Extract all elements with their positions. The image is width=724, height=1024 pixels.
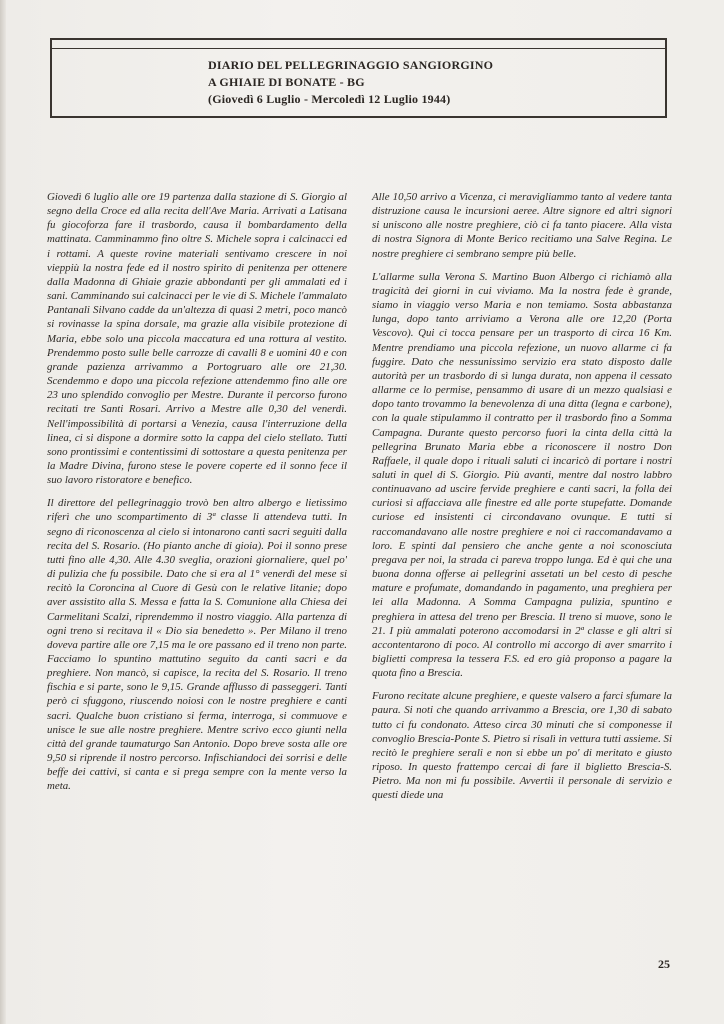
title-line-1: DIARIO DEL PELLEGRINAGGIO SANGIORGINO bbox=[208, 58, 494, 72]
header-top-rule bbox=[52, 48, 665, 49]
title-line-3: (Giovedì 6 Luglio - Mercoledì 12 Luglio 1944) bbox=[208, 92, 451, 106]
document-title-block bbox=[208, 57, 493, 108]
binding-edge bbox=[0, 0, 6, 1024]
header-frame bbox=[50, 38, 667, 118]
right-text-column bbox=[372, 190, 672, 812]
paragraph: Alle 10,50 arrivo a Vicenza, ci meravigliammo tanto al vedere tanta distruzione causa le incursioni aeree. Altre signore ed altri signori si uniscono alle nostre preghiere, ciò ci fa tanto piacere. Alla vista di nostra Signora di Monte Berico recitiamo una Salve Regina. Le nostre preghiere ci sembrano sempre più belle. bbox=[372, 191, 672, 260]
paragraph: Il direttore del pellegrinaggio trovò ben altro albergo e lietissimo riferì che uno scompartimento di 3ª classe li attendeva tutti. In segno di riconoscenza al cielo si intonarono canti sacri seguiti dalla recita del S. Rosario. (Ho pianto anche di gioia). Poi il sonno prese tutti fino alle 4,30. Alle 4.30 sveglia, orazioni giornaliere, quel po' di pulizia che fu possibile. Dato che si era al 1° venerdì del mese si recitò la Coroncina al Cuore di Gesù con le relative litanie; dopo aver assistito alla S. Messa e fatta la S. Comunione alla Chiesa dei Carmelitani Scalzi, riprendemmo il nostro viaggio. Alla partenza di ogni treno si recitava il « Dio sia benedetto ». Per Milano il treno doveva partire alle ore 7,15 ma le ore passano ed il treno non parte. Facciamo lo spuntino mattutino seguito da canti sacri e da preghiere. Non mancò, si capisce, la recita del S. Rosario. Il treno fischia e si parte, sono le 9,15. Grande afflusso di passeggeri. Tanti però ci sfuggono, riuscendo noiosi con le nostre preghiere e canti sacri. Qualche buon cristiano si ferma, interroga, si commuove e unisce le sue alle nostre preghiere. Mentre scrivo ecco giunti nella città del grande taumaturgo San Antonio. Dopo breve sosta alle ore 9,50 si riprende il nostro percorso. Infischiandoci dei sorrisi e delle beffe dei cattivi, si canta e si prega sempre con la mente verso la meta. bbox=[47, 497, 347, 793]
title-line-2: A GHIAIE DI BONATE - BG bbox=[208, 75, 365, 89]
left-text-column bbox=[47, 190, 347, 803]
paragraph: Furono recitate alcune preghiere, e queste valsero a farci sfumare la paura. Si noti che quando arrivammo a Brescia, ore 1,30 di sabato tutto ci fu condonato. Atteso circa 30 minuti che si componesse il convoglio Brescia-Ponte S. Pietro si risalì in vettura tutti assieme. Si recitò le preghiere serali e non si ebbe un po' di meritato e giusto riposo. In questo frattempo cercai di fare il biglietto Brescia-S. Pietro. Ma non mi fu possibile. Avvertii il personale di servizio e questi diede una bbox=[372, 690, 672, 802]
page-number: 25 bbox=[658, 957, 670, 971]
paragraph: Giovedì 6 luglio alle ore 19 partenza dalla stazione di S. Giorgio al segno della Croce ed alla recita dell'Ave Maria. Arrivati a Latisana fu giocoforza fare il trasbordo, causa il bombardamento della mattinata. Camminammo fino oltre S. Michele sopra i calcinacci ed i rottami. A queste rovine materiali sentivamo crescere in noi vieppiù la nostra fede ed il nostro spirito di penitenza per ottenere dalla Madonna di Ghiaie grazie abbondanti per gli ammalati ed i sani. Camminando sui calcinacci per le vie di S. Michele l'ammalato Pantanali Silvano cadde da un'altezza di quasi 2 metri, poco mancò si rovinasse la spina dorsale, ma grazie alla visibile protezione di Maria, ebbe solo una piccola maccatura ed una rottura al vestito. Prendemmo posto sulle belle carrozze di cavalli 8 e uomini 40 e con grande pazienza arrivammo a Portogruaro alle ore 21,30. Scendemmo e dopo una piccola refezione attendemmo fino alle ore 23 uno splendido convoglio per Mestre. Durante il percorso furono recitati tre Santi Rosari. Arrivo a Mestre alle 0,30 del venerdì. Nell'impossibilità di portarsi a Venezia, causa l'interruzione della linea, ci si dispone a dormire sotto la cappa del cielo stellato. Tutti sono prontissimi e contentissimi di sottostare a questa penitenza per la Madre Divina, furono stese le povere coperte ed il sonno fece il suo lavoro ristoratore e benefico. bbox=[47, 191, 347, 487]
paragraph: L'allarme sulla Verona S. Martino Buon Albergo ci richiamò alla tragicità dei giorni in cui viviamo. Ma la nostra fede è grande, siamo in viaggio verso Maria e non temiamo. Sosta abbastanza lunga, dopo tanto arriviamo a Verona alle ore 12,20 (Porta Vescovo). Qui ci tocca pensare per un trasporto di circa 16 Km. Mentre prendiamo una piccola refezione, un nuovo allarme ci fa fuggire. Dato che nessunissimo servizio era stato disposto dalle autorità per un trasbordo di sì lunga durata, non appena il cessato allarme ce lo permise, pensammo di usare di un mezzo qualsiasi e dopo tanto trovammo la benevolenza di una ditta (legna e carbone), con la quale stipulammo il contratto per il trasbordo fino a Somma Campagna. Durante questo percorso fuori la cinta della città la pellegrina Brunato Maria ebbe a riconoscere il nostro Don Raffaele, il quale dopo i rituali saluti ci incaricò di portare i nostri saluti in quel di S. Giorgio. Più avanti, mentre dal nostro labbro continuavano ad uscire fervide preghiere e canti sacri, la folla dei curiosi si affacciava alle finestre ed alle porte stupefatte. Domande curiose ed insistenti ci circondavano ovunque. E tutti si raccomandavano alle nostre preghiere e noi ci raccomandavamo a loro. E spinti dal pensiero che anche gente a noi sconosciuta pregava per noi, la strada ci pareva troppo lunga. Ed è qui che una buona donna offerse ai pellegrini assetati un bel cesto di pesche mature e profumate, domandando in pagamento, una preghiera per lei alla Madonna. A Somma Campagna pulizia, spuntino e preghiera in attesa del treno per Brescia. Il treno si muove, sono le 21. I più ammalati poterono accomodarsi in 2ª classe e gli altri si accontentarono di poco. Al controllo mi accorgo di aver smarrito i biglietti compresa la tessera F.S. ed ero già proponso a pagare la quota fino a Brescia. bbox=[372, 270, 672, 680]
